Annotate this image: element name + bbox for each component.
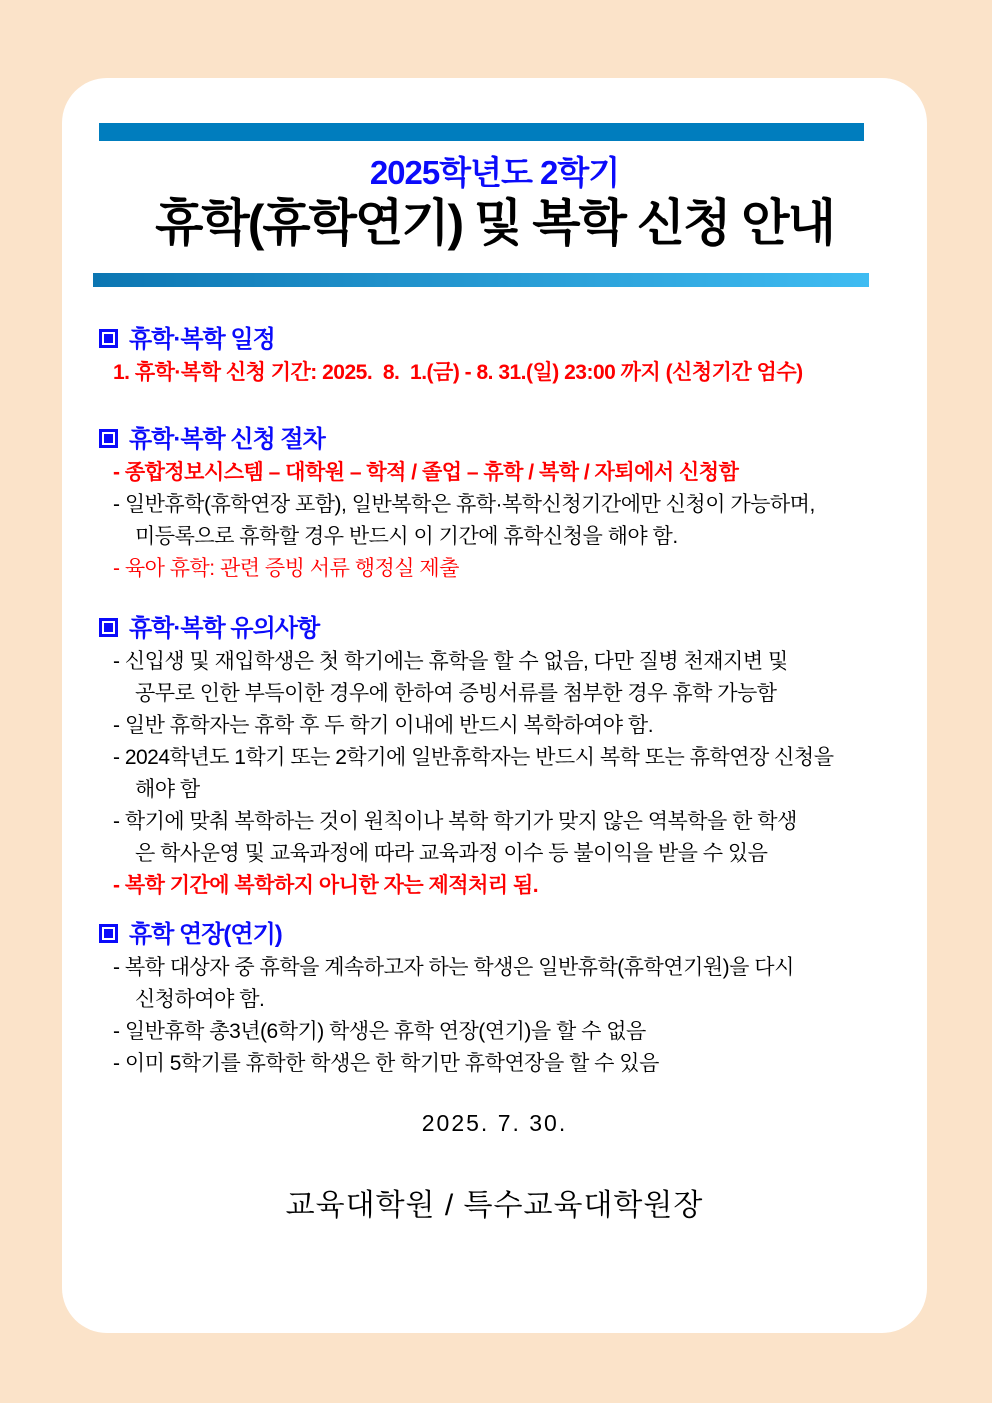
notice-line: 해야 함 — [135, 778, 200, 801]
notice-line: - 육아 휴학: 관련 증빙 서류 행정실 제출 — [113, 557, 459, 580]
section-heading-text: 휴학 연장(연기) — [129, 921, 282, 948]
section-heading-procedure — [99, 423, 890, 457]
notice-line: 1. 휴학·복학 신청 기간: 2025. 8. 1.(금) - 8. 31.(일) 23:00 까지 (신청기간 엄수) — [113, 361, 803, 384]
notice-line: - 학기에 맞춰 복학하는 것이 원칙이나 복학 학기가 맞지 않은 역복학을 한 학생 — [113, 810, 797, 833]
notice-line: 공무로 인한 부득이한 경우에 한하여 증빙서류를 첨부한 경우 휴학 가능함 — [135, 682, 777, 705]
semester-subtitle: 2025학년도 2학기 — [369, 154, 620, 191]
issuer-signature: 교육대학원 / 특수교육대학원장 — [285, 1189, 704, 1222]
square-bullet-icon — [99, 618, 118, 637]
notice-line: - 이미 5학기를 휴학한 학생은 한 학기만 휴학연장을 할 수 있음 — [113, 1052, 659, 1075]
section-extension — [99, 918, 890, 1080]
notice-line: - 일반 휴학자는 휴학 후 두 학기 이내에 반드시 복학하여야 함. — [113, 714, 654, 737]
notice-date: 2025. 7. 30. — [421, 1110, 568, 1136]
square-bullet-inner — [104, 929, 113, 938]
section-heading-text: 휴학·복학 신청 절차 — [129, 426, 325, 453]
notice-line: 은 학사운영 및 교육과정에 따라 교육과정 이수 등 불이익을 받을 수 있음 — [135, 842, 768, 865]
notice-title: 휴학(휴학연기) 및 복학 신청 안내 — [155, 195, 834, 251]
square-bullet-icon — [99, 924, 118, 943]
section-heading-extension — [99, 918, 890, 952]
square-bullet-inner — [104, 623, 113, 632]
square-bullet-inner — [104, 434, 113, 443]
square-bullet-icon — [99, 329, 118, 348]
section-notes — [99, 612, 890, 902]
section-heading-text: 휴학·복학 유의사항 — [129, 615, 320, 642]
notice-line: - 일반휴학(휴학연장 포함), 일반복학은 휴학·복학신청기간에만 신청이 가능하며, — [113, 493, 815, 516]
section-heading-schedule — [99, 323, 890, 357]
notice-line: 신청하여야 함. — [135, 988, 265, 1011]
header-top-bar — [99, 123, 864, 141]
notice-line: - 복학 기간에 복학하지 아니한 자는 제적처리 됨. — [113, 874, 539, 897]
section-procedure — [99, 423, 890, 585]
section-heading-notes — [99, 612, 890, 646]
notice-line: - 복학 대상자 중 휴학을 계속하고자 하는 학생은 일반휴학(휴학연기원)을 다시 — [113, 956, 794, 979]
notice-line: - 일반휴학 총3년(6학기) 학생은 휴학 연장(연기)을 할 수 없음 — [113, 1020, 646, 1043]
notice-line: - 2024학년도 1학기 또는 2학기에 일반휴학자는 반드시 복학 또는 휴학연장 신청을 — [113, 746, 834, 769]
header-divider-bar — [93, 273, 869, 287]
square-bullet-icon — [99, 429, 118, 448]
notice-line: - 신입생 및 재입학생은 첫 학기에는 휴학을 할 수 없음, 다만 질병 천재지변 및 — [113, 650, 788, 673]
section-heading-text: 휴학·복학 일정 — [129, 326, 275, 353]
square-bullet-inner — [104, 334, 113, 343]
notice-line: 미등록으로 휴학할 경우 반드시 이 기간에 휴학신청을 해야 함. — [135, 525, 678, 548]
notice-line: - 종합정보시스템 – 대학원 – 학적 / 졸업 – 휴학 / 복학 / 자퇴에서 신청함 — [113, 461, 739, 484]
notice-card — [62, 78, 927, 1333]
section-schedule — [99, 323, 890, 389]
